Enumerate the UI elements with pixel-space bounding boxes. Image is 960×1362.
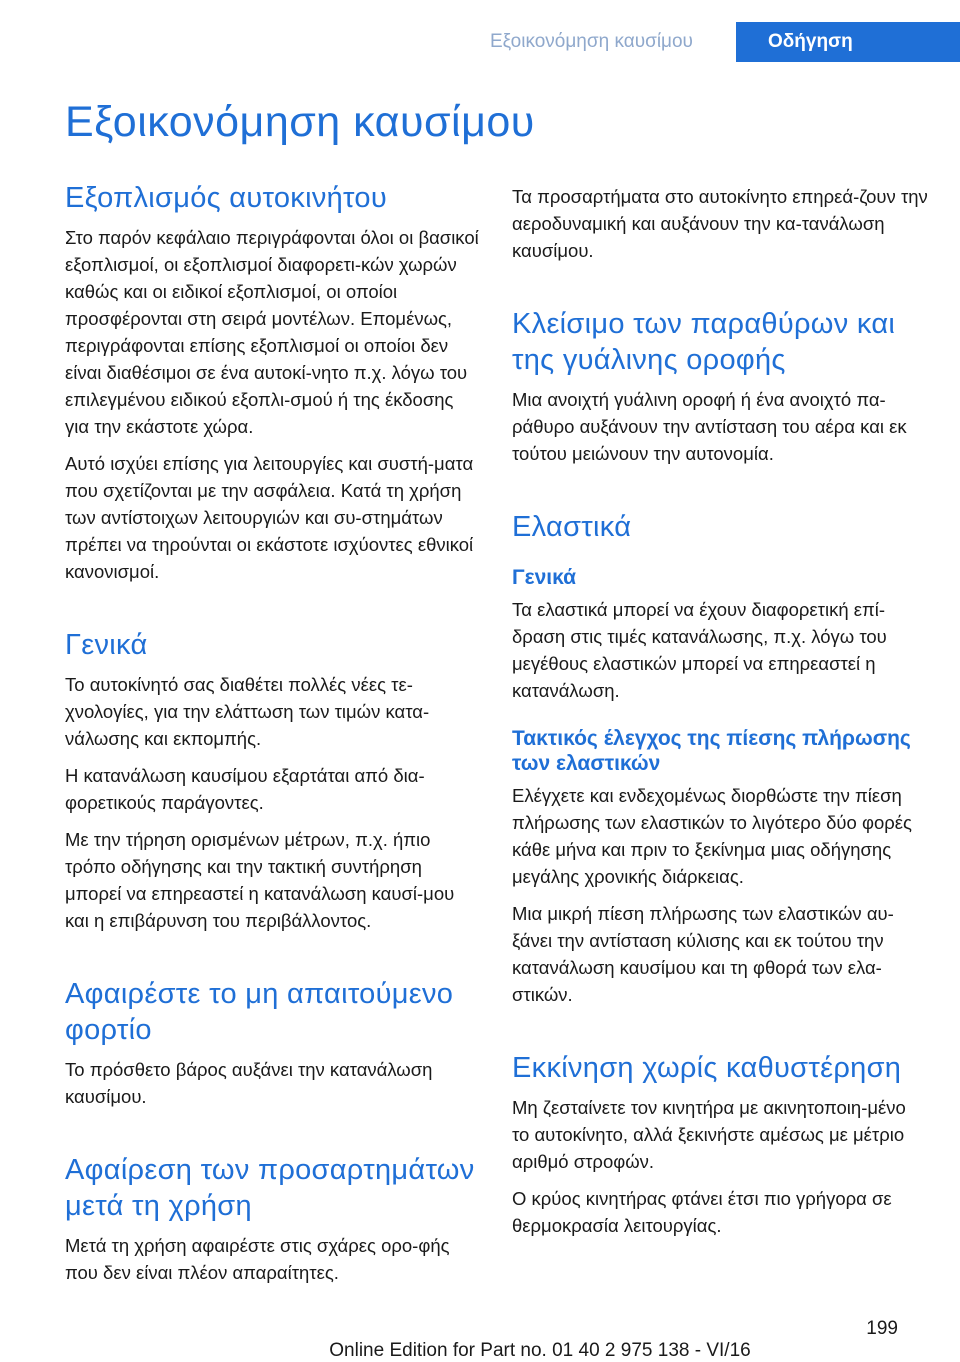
paragraph: Στο παρόν κεφάλαιο περιγράφονται όλοι οι βασικοί εξοπλισμοί, οι εξοπλισμοί διαφορετι‐κών χωρών καθώς και οι ειδικοί εξοπλισμοί, οι οποίοι προσφέρονται στη σειρά μοντέλων. Επομένως, περιγράφονται επίσης εξοπλισμοί οι οποίοι δεν είναι διαθέσιμοι σε ένα αυτοκί‐νητο π.χ. λόγω του επιλεγμένου ειδικού εξοπλι‐σμού ή της έκδοσης για την εκάστοτε χώρα.: [65, 227, 479, 437]
footer-edition: Online Edition for Part no. 01 40 2 975 138 - VI/16: [329, 1340, 751, 1361]
paragraph: Μια μικρή πίεση πλήρωσης των ελαστικών αυ‐ξάνει την αντίσταση κύλισης και εκ τούτου την κατανάλωση καυσίμου και τη φθορά των ελα‐στικών.: [512, 903, 894, 1005]
heading-windows: Κλείσιμο των παραθύρων και της γυάλινης οροφής: [512, 308, 896, 376]
paragraph: Το πρόσθετο βάρος αυξάνει την κατανάλωση καυσίμου.: [65, 1059, 433, 1107]
paragraph: Αυτό ισχύει επίσης για λειτουργίες και συστή‐ματα που σχετίζονται με την ασφάλεια. Κατά τη χρήση των αντίστοιχων λειτουργιών και συ‐στημάτων πρέπει να τηρούνται οι εκάστοτε ισχύοντες εθνικοί κανονισμοί.: [65, 453, 474, 582]
subheading-tyre-pressure: Τακτικός έλεγχος της πίεσης πλήρωσης των ελαστικών: [512, 727, 911, 775]
paragraph: Η κατανάλωση καυσίμου εξαρτάται από δια‐φορετικούς παράγοντες.: [65, 765, 425, 813]
running-header: [0, 0, 960, 62]
paragraph: Μη ζεσταίνετε τον κινητήρα με ακινητοποιη‐μένο το αυτοκίνητο, αλλά ξεκινήστε αμέσως με μέτριο αριθμό στροφών.: [512, 1097, 906, 1172]
header-chapter-tab: Οδήγηση: [736, 22, 960, 62]
paragraph: Με την τήρηση ορισμένων μέτρων, π.χ. ήπιο τρόπο οδήγησης και την τακτική συντήρηση μπορεί να επηρεαστεί η κατανάλωση καυσί‐μου και η επιβάρυνση του περιβάλλοντος.: [65, 829, 455, 931]
paragraph: Ο κρύος κινητήρας φτάνει έτσι πιο γρήγορα σε θερμοκρασία λειτουργίας.: [512, 1188, 892, 1236]
heading-load: Αφαιρέστε το μη απαιτούμενο φορτίο: [65, 978, 454, 1046]
paragraph: Τα προσαρτήματα στο αυτοκίνητο επηρεά‐ζουν την αεροδυναμική και αυξάνουν την κα‐τανάλωση καυσίμου.: [512, 186, 928, 261]
header-section-label: Εξοικονόμηση καυσίμου: [490, 31, 693, 52]
heading-general: Γενικά: [65, 629, 148, 661]
subheading-tyres-general: Γενικά: [512, 566, 577, 589]
left-column: [65, 180, 480, 1296]
paragraph: Ελέγχετε και ενδεχομένως διορθώστε την πίεση πλήρωσης των ελαστικών το λιγότερο δύο φορές κάθε μήνα και πριν το ξεκίνημα μιας οδήγησης μεγάλης χρονικής διάρκειας.: [512, 785, 912, 887]
page-number: 199: [866, 1318, 898, 1339]
paragraph: Το αυτοκίνητό σας διαθέτει πολλές νέες τε‐χνολογίες, για την ελάττωση των τιμών κατα‐νάλωσης και εκπομπής.: [65, 674, 430, 749]
heading-tyres: Ελαστικά: [512, 511, 632, 543]
page-title: Εξοικονόμηση καυσίμου: [65, 98, 535, 146]
heading-attachments: Αφαίρεση των προσαρτημάτων μετά τη χρήση: [65, 1154, 475, 1222]
right-column: [512, 183, 928, 1249]
paragraph: Μια ανοιχτή γυάλινη οροφή ή ένα ανοιχτό πα‐ράθυρο αυξάνουν την αντίσταση του αέρα και εκ τούτου μειώνουν την αυτονομία.: [512, 389, 907, 464]
paragraph: Τα ελαστικά μπορεί να έχουν διαφορετική επί‐δραση στις τιμές κατανάλωσης, π.χ. λόγω του μεγέθους ελαστικών μπορεί να επηρεαστεί η κατανάλωση.: [512, 599, 887, 701]
heading-start: Εκκίνηση χωρίς καθυστέρηση: [512, 1052, 902, 1084]
heading-equipment: Εξοπλισμός αυτοκινήτου: [65, 182, 387, 214]
paragraph: Μετά τη χρήση αφαιρέστε στις σχάρες ορο‐φής που δεν είναι πλέον απαραίτητες.: [65, 1235, 450, 1283]
